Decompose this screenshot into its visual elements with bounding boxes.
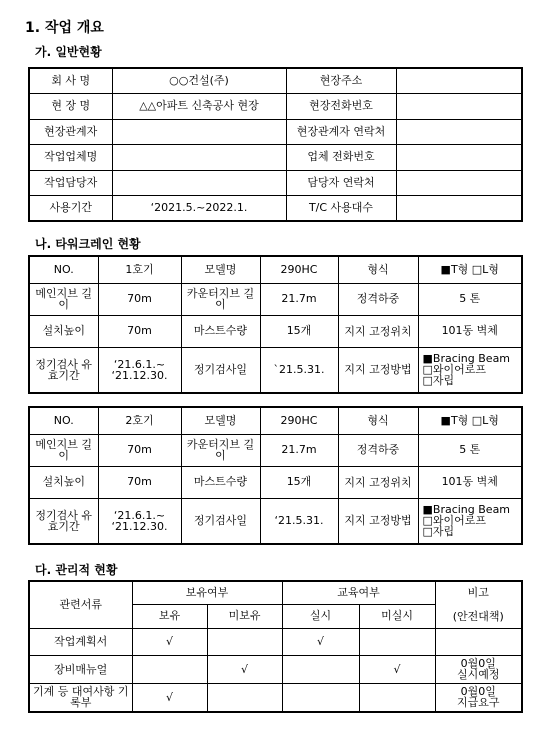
model-label: 모델명	[181, 407, 260, 434]
height-value: 70m	[98, 315, 181, 347]
general-value	[396, 170, 522, 196]
pos-value: 101동 벽체	[418, 315, 522, 347]
insp-date: ‘21.5.31.	[260, 498, 338, 544]
general-heading: 가. 일반현황	[35, 45, 102, 59]
general-row	[29, 196, 522, 222]
mgmt-edu-no	[359, 683, 435, 712]
pos-label: 지지 고정위치	[338, 466, 418, 498]
load-label: 정격하중	[338, 283, 418, 315]
own-no-header: 미보유	[207, 604, 282, 628]
mgmt-edu-no	[359, 628, 435, 655]
height-label: 설치높이	[29, 466, 98, 498]
general-value: ○○건설(주)	[112, 68, 286, 94]
pos-label: 지지 고정위치	[338, 315, 418, 347]
type-label: 형식	[338, 256, 418, 283]
mast-value: 15개	[260, 315, 338, 347]
height-value: 70m	[98, 466, 181, 498]
cjib-value: 21.7m	[260, 434, 338, 466]
insp-label: 정기검사 유효기간	[29, 498, 98, 544]
general-value	[396, 119, 522, 145]
method-self: □자립	[422, 374, 455, 388]
crane-table-2	[28, 406, 523, 545]
method-label: 지지 고정방법	[338, 498, 418, 544]
general-value: △△아파트 신축공사 현장	[112, 94, 286, 120]
type-label: 형식	[338, 407, 418, 434]
jib-label: 메인지브 길이	[29, 283, 98, 315]
no-value: 1호기	[98, 256, 181, 283]
model-value: 290HC	[260, 256, 338, 283]
mgmt-note-date: 0월0일	[460, 685, 496, 699]
method-wire: □와이어로프	[422, 514, 487, 528]
mgmt-table	[28, 580, 523, 713]
general-value	[396, 68, 522, 94]
general-value	[396, 94, 522, 120]
insp-start: ‘21.6.1.~	[113, 357, 166, 371]
pos-value: 101동 벽체	[418, 466, 522, 498]
general-label: 현장관계자	[29, 119, 112, 145]
general-value	[112, 119, 286, 145]
type-value: ■T형 □L형	[418, 407, 522, 434]
note-header-2: (안전대책)	[452, 609, 504, 623]
general-table	[28, 67, 523, 222]
mgmt-doc: 기계 등 대여사항 기록부	[29, 683, 132, 712]
general-row	[29, 68, 522, 94]
general-label: 현장전화번호	[286, 94, 396, 120]
mgmt-edu-yes: √	[282, 628, 359, 655]
mgmt-edu-no: √	[359, 655, 435, 683]
general-label: 현장주소	[286, 68, 396, 94]
general-label: T/C 사용대수	[286, 196, 396, 222]
method-options	[418, 498, 522, 544]
general-label: 현 장 명	[29, 94, 112, 120]
mgmt-note	[435, 655, 522, 683]
method-options	[418, 347, 522, 393]
insp-label: 정기검사 유효기간	[29, 347, 98, 393]
method-self: □자립	[422, 525, 455, 539]
cjib-label: 카운터지브 길이	[181, 434, 260, 466]
type-value: ■T형 □L형	[418, 256, 522, 283]
insp-end: ‘21.12.30.	[111, 368, 168, 382]
edu-no-header: 미실시	[359, 604, 435, 628]
mgmt-own-no	[207, 683, 282, 712]
mgmt-own-yes: √	[132, 628, 207, 655]
mgmt-row	[29, 683, 522, 712]
height-label: 설치높이	[29, 315, 98, 347]
general-row	[29, 94, 522, 120]
general-label: 업체 전화번호	[286, 145, 396, 171]
mgmt-note	[435, 683, 522, 712]
jib-value: 70m	[98, 283, 181, 315]
general-label: 사용기간	[29, 196, 112, 222]
method-bracing: ■Bracing Beam	[422, 503, 511, 517]
general-label: 작업담당자	[29, 170, 112, 196]
load-label: 정격하중	[338, 434, 418, 466]
load-value: 5 톤	[418, 434, 522, 466]
mgmt-doc: 장비매뉴얼	[29, 655, 132, 683]
mgmt-edu-yes	[282, 683, 359, 712]
mgmt-own-yes	[132, 655, 207, 683]
general-value	[396, 145, 522, 171]
general-value	[112, 145, 286, 171]
general-label: 회 사 명	[29, 68, 112, 94]
no-value: 2호기	[98, 407, 181, 434]
insp-date: `21.5.31.	[260, 347, 338, 393]
general-row	[29, 145, 522, 171]
load-value: 5 톤	[418, 283, 522, 315]
mgmt-edu-yes	[282, 655, 359, 683]
mgmt-own-no	[207, 628, 282, 655]
model-label: 모델명	[181, 256, 260, 283]
cjib-value: 21.7m	[260, 283, 338, 315]
general-label: 담당자 연락처	[286, 170, 396, 196]
general-value	[112, 170, 286, 196]
edu-yes-header: 실시	[282, 604, 359, 628]
edu-header: 교육여부	[282, 581, 435, 604]
general-label: 작업업체명	[29, 145, 112, 171]
mgmt-note	[435, 628, 522, 655]
general-value	[396, 196, 522, 222]
general-value: ‘2021.5.~2022.1.	[112, 196, 286, 222]
cjib-label: 카운터지브 길이	[181, 283, 260, 315]
mgmt-row	[29, 628, 522, 655]
no-label: NO.	[29, 256, 98, 283]
mast-label: 마스트수량	[181, 466, 260, 498]
no-label: NO.	[29, 407, 98, 434]
insp-date-label: 정기검사일	[181, 498, 260, 544]
note-header-1: 비고	[467, 585, 489, 599]
general-row	[29, 119, 522, 145]
mgmt-row	[29, 655, 522, 683]
note-header	[435, 581, 522, 628]
own-header: 보유여부	[132, 581, 282, 604]
mgmt-note-action: 실시예정	[457, 668, 500, 681]
method-bracing: ■Bracing Beam	[422, 352, 511, 366]
jib-label: 메인지브 길이	[29, 434, 98, 466]
method-wire: □와이어로프	[422, 363, 487, 377]
mast-value: 15개	[260, 466, 338, 498]
insp-period	[98, 347, 181, 393]
mgmt-own-yes: √	[132, 683, 207, 712]
insp-end: ‘21.12.30.	[111, 519, 168, 533]
crane-table-1	[28, 255, 523, 394]
section-title: 1. 작업 개요	[25, 20, 104, 36]
method-label: 지지 고정방법	[338, 347, 418, 393]
insp-period	[98, 498, 181, 544]
mast-label: 마스트수량	[181, 315, 260, 347]
own-yes-header: 보유	[132, 604, 207, 628]
mgmt-heading: 다. 관리적 현황	[35, 563, 118, 577]
mgmt-note-action: 지급요구	[457, 696, 500, 710]
insp-start: ‘21.6.1.~	[113, 508, 166, 522]
mgmt-doc: 작업계획서	[29, 628, 132, 655]
general-label: 현장관계자 연락처	[286, 119, 396, 145]
doc-header: 관련서류	[29, 581, 132, 628]
mgmt-note-date: 0월0일	[460, 657, 496, 670]
general-row	[29, 170, 522, 196]
crane-heading: 나. 타워크레인 현황	[35, 237, 141, 251]
insp-date-label: 정기검사일	[181, 347, 260, 393]
mgmt-own-no: √	[207, 655, 282, 683]
jib-value: 70m	[98, 434, 181, 466]
model-value: 290HC	[260, 407, 338, 434]
